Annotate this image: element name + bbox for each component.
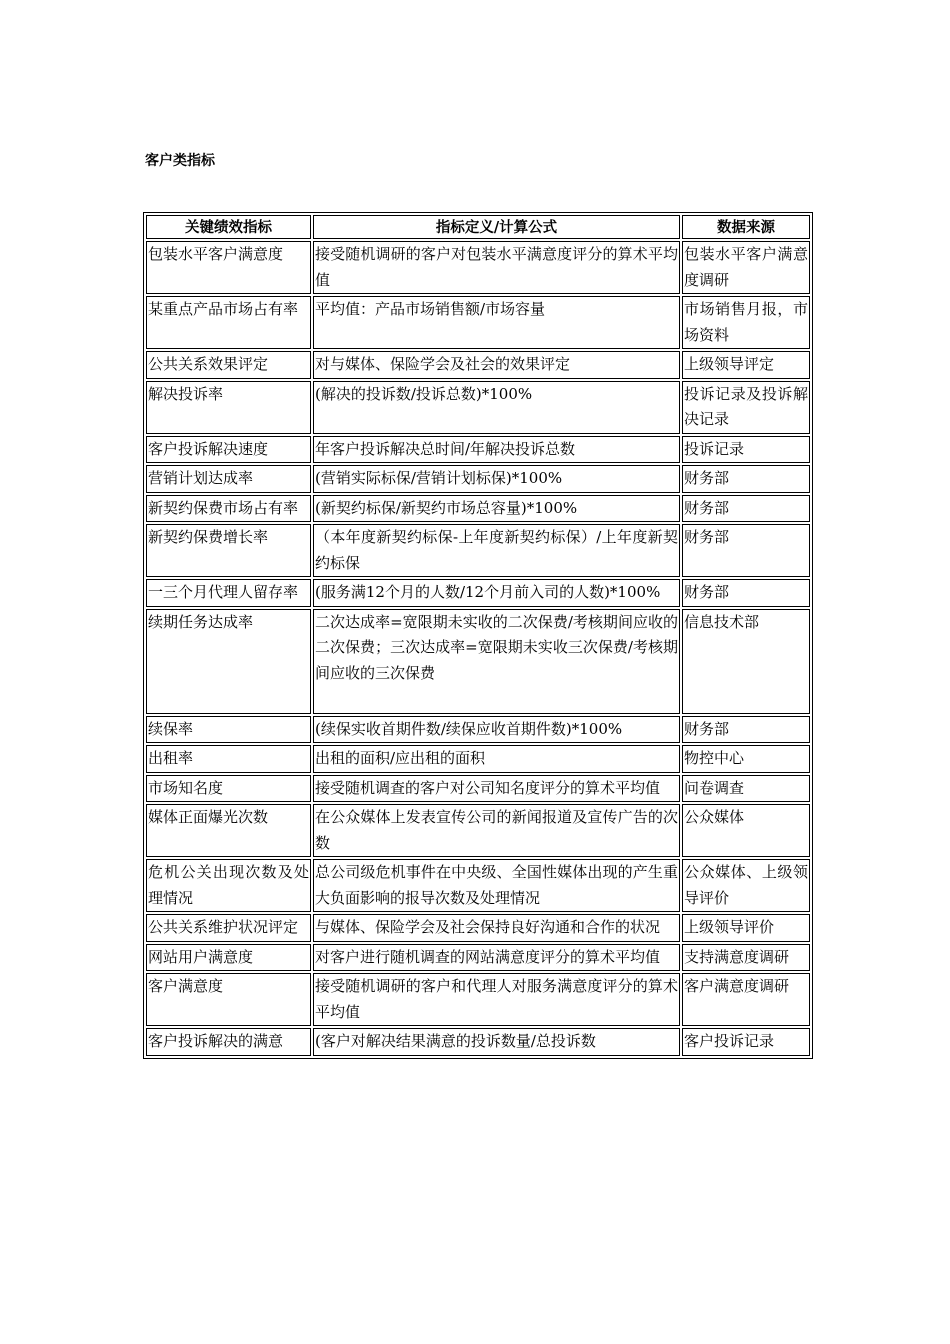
definition-cell: 年客户投诉解决总时间/年解决投诉总数 <box>313 436 680 464</box>
kpi-cell: 一三个月代理人留存率 <box>146 579 311 607</box>
source-cell: 财务部 <box>682 716 810 744</box>
definition-cell: 对与媒体、保险学会及社会的效果评定 <box>313 351 680 379</box>
header-source: 数据来源 <box>682 215 810 239</box>
definition-cell: (新契约标保/新契约市场总容量)*100% <box>313 495 680 523</box>
kpi-cell: 续保率 <box>146 716 311 744</box>
kpi-cell: 某重点产品市场占有率 <box>146 296 311 349</box>
definition-cell: 出租的面积/应出租的面积 <box>313 745 680 773</box>
definition-cell: (营销实际标保/营销计划标保)*100% <box>313 465 680 493</box>
source-cell: 信息技术部 <box>682 609 810 714</box>
kpi-cell: 危机公关出现次数及处理情况 <box>146 859 311 912</box>
kpi-cell: 网站用户满意度 <box>146 944 311 972</box>
table-row <box>146 944 810 972</box>
kpi-cell: 客户投诉解决的满意 <box>146 1028 311 1056</box>
source-cell: 财务部 <box>682 495 810 523</box>
page-title: 客户类指标 <box>145 153 215 169</box>
table-row <box>146 1028 810 1056</box>
definition-cell: 在公众媒体上发表宣传公司的新闻报道及宣传广告的次数 <box>313 804 680 857</box>
definition-cell: 与媒体、保险学会及社会保持良好沟通和合作的状况 <box>313 914 680 942</box>
source-cell: 公众媒体 <box>682 804 810 857</box>
table-row <box>146 495 810 523</box>
table-row <box>146 745 810 773</box>
definition-cell: 接受随机调研的客户和代理人对服务满意度评分的算术平均值 <box>313 973 680 1026</box>
source-cell: 客户满意度调研 <box>682 973 810 1026</box>
kpi-cell: 出租率 <box>146 745 311 773</box>
table-row <box>146 351 810 379</box>
kpi-cell: 市场知名度 <box>146 775 311 803</box>
kpi-cell: 客户投诉解决速度 <box>146 436 311 464</box>
definition-cell: 二次达成率=宽限期未实收的二次保费/考核期间应收的二次保费；三次达成率=宽限期未实收三次保费/考核期间应收的三次保费 <box>313 609 680 714</box>
table-row <box>146 716 810 744</box>
kpi-cell: 续期任务达成率 <box>146 609 311 714</box>
source-cell: 支持满意度调研 <box>682 944 810 972</box>
definition-cell: 平均值：产品市场销售额/市场容量 <box>313 296 680 349</box>
source-cell: 财务部 <box>682 465 810 493</box>
table-row <box>146 914 810 942</box>
kpi-cell: 解决投诉率 <box>146 381 311 434</box>
header-definition: 指标定义/计算公式 <box>313 215 680 239</box>
table-header-row <box>146 215 810 239</box>
source-cell: 财务部 <box>682 524 810 577</box>
table-row <box>146 973 810 1026</box>
source-cell: 问卷调查 <box>682 775 810 803</box>
table-row <box>146 609 810 714</box>
kpi-cell: 包装水平客户满意度 <box>146 241 311 294</box>
kpi-cell: 新契约保费市场占有率 <box>146 495 311 523</box>
kpi-table <box>143 212 813 1059</box>
definition-cell: (续保实收首期件数/续保应收首期件数)*100% <box>313 716 680 744</box>
definition-cell: 对客户进行随机调查的网站满意度评分的算术平均值 <box>313 944 680 972</box>
source-cell: 投诉记录 <box>682 436 810 464</box>
source-cell: 投诉记录及投诉解决记录 <box>682 381 810 434</box>
source-cell: 包装水平客户满意度调研 <box>682 241 810 294</box>
definition-cell: 接受随机调查的客户对公司知名度评分的算术平均值 <box>313 775 680 803</box>
source-cell: 上级领导评定 <box>682 351 810 379</box>
kpi-cell: 媒体正面爆光次数 <box>146 804 311 857</box>
source-cell: 财务部 <box>682 579 810 607</box>
table-row <box>146 296 810 349</box>
source-cell: 市场销售月报，市场资料 <box>682 296 810 349</box>
definition-cell: (解决的投诉数/投诉总数)*100% <box>313 381 680 434</box>
kpi-cell: 客户满意度 <box>146 973 311 1026</box>
table-row <box>146 436 810 464</box>
kpi-cell: 新契约保费增长率 <box>146 524 311 577</box>
source-cell: 客户投诉记录 <box>682 1028 810 1056</box>
definition-cell: 总公司级危机事件在中央级、全国性媒体出现的产生重大负面影响的报导次数及处理情况 <box>313 859 680 912</box>
definition-cell: (服务满12个月的人数/12个月前入司的人数)*100% <box>313 579 680 607</box>
table-row <box>146 579 810 607</box>
kpi-cell: 公共关系维护状况评定 <box>146 914 311 942</box>
definition-cell: （本年度新契约标保-上年度新契约标保）/上年度新契约标保 <box>313 524 680 577</box>
table-row <box>146 859 810 912</box>
table-row <box>146 804 810 857</box>
definition-cell: (客户对解决结果满意的投诉数量/总投诉数 <box>313 1028 680 1056</box>
header-kpi: 关键绩效指标 <box>146 215 311 239</box>
kpi-cell: 营销计划达成率 <box>146 465 311 493</box>
table-row <box>146 241 810 294</box>
definition-cell: 接受随机调研的客户对包装水平满意度评分的算术平均值 <box>313 241 680 294</box>
source-cell: 上级领导评价 <box>682 914 810 942</box>
table-row <box>146 775 810 803</box>
table-row <box>146 465 810 493</box>
source-cell: 公众媒体、上级领导评价 <box>682 859 810 912</box>
source-cell: 物控中心 <box>682 745 810 773</box>
table-row <box>146 381 810 434</box>
kpi-cell: 公共关系效果评定 <box>146 351 311 379</box>
table-row <box>146 524 810 577</box>
